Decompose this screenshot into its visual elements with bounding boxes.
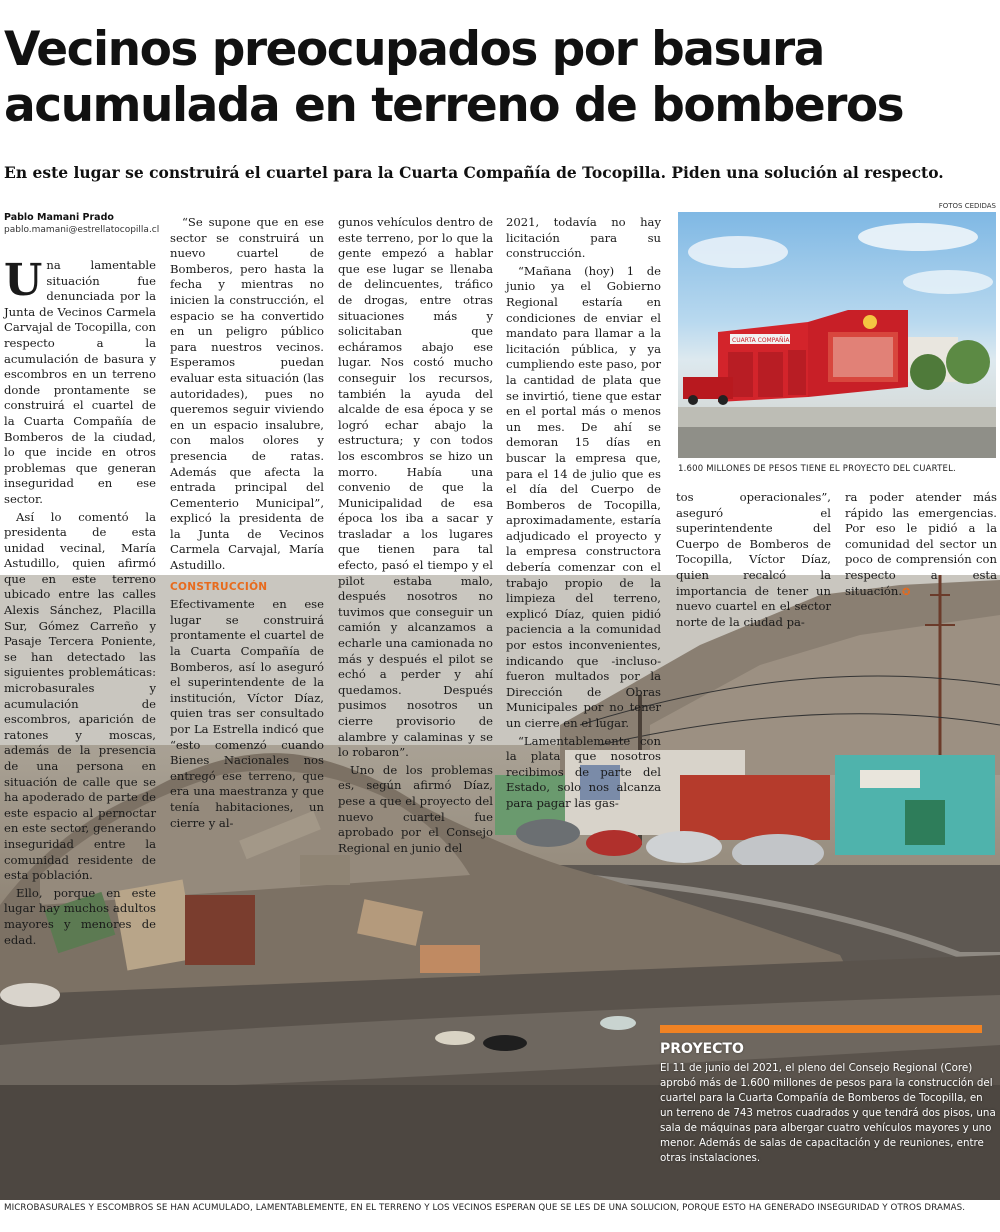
photo-caption: MICROBASURALES Y ESCOMBROS SE HAN ACUMULADO, LAMENTABLEMENTE, EN EL TERRENO Y LOS VECINOS ESPERAN QUE SE LES DÉ UNA SOLUCIÓN, PORQUE ESTO HA GENERADO INSEGURIDAD Y OTROS DRAMAS. bbox=[4, 1203, 966, 1213]
proyecto-title: PROYECTO bbox=[660, 1041, 744, 1057]
headline bbox=[4, 22, 996, 134]
author-name: Pablo Mamani Prado bbox=[4, 212, 114, 223]
paragraph: Uno de los problemas es, según afirmó Díaz, pese a que el proyecto del nuevo cuartel fue aprobado por el Consejo Regional en junio del bbox=[338, 762, 493, 855]
headline-line-1: Vecinos preocupados por basura bbox=[4, 22, 824, 77]
article-column-4 bbox=[506, 215, 661, 814]
byline bbox=[4, 211, 164, 237]
paragraph: Ello, porque en este lugar hay muchos adultos mayores y menores de edad. bbox=[4, 885, 156, 947]
paragraph: “Mañana (hoy) 1 de junio ya el Gobierno Regional estaría en condiciones de enviar el mandato para llamar a la licitación pública, y ya cumpliendo este paso, por la cantidad de plata que se invirtió, tiene que estar en el portal más o menos un mes. De ahí se demoran 15 días en buscar la empresa que, para el 14 de julio que es el día del Cuerpo de Bomberos de Tocopilla, aproximadamente, estaría adjudicado el proyecto y la empresa constructora debería comenzar con el trabajo propio de la limpieza del terreno, explicó Díaz, quien pidió paciencia a la comunidad por estos inconvenientes, indicando que -incluso- fueron multados por la Dirección de Obras Municipales por no tener un cierre en el lugar. bbox=[506, 263, 661, 730]
article-column-1 bbox=[4, 255, 156, 950]
render-caption: 1.600 MILLONES DE PESOS TIENE EL PROYECTO DEL CUARTEL. bbox=[678, 464, 956, 474]
paragraph-lead bbox=[4, 255, 156, 508]
article-column-3 bbox=[338, 215, 493, 858]
paragraph: Efectivamente en ese lugar se construirá prontamente el cuartel de la Cuarta Compañía de Bomberos, así lo aseguró el superintendente de la institución, Víctor Díaz, quien tras ser consultado por La Estrella indicó que “esto comenzó cuando Bienes Nacionales nos entregó ese terreno, que era una maestranza y que tenía habitaciones, un cierre y al- bbox=[170, 597, 324, 830]
deck: En este lugar se construirá el cuartel para la Cuarta Compañía de Tocopilla. Piden una solución al respecto. bbox=[4, 163, 944, 182]
article-column-5 bbox=[676, 490, 831, 632]
photo-credit: FOTOS CEDIDAS bbox=[938, 202, 996, 210]
drop-cap: U bbox=[4, 255, 43, 306]
section-subhead: CONSTRUCCIÓN bbox=[170, 580, 268, 593]
paragraph: gunos vehículos dentro de este terreno, por lo que la gente empezó a hablar que ese lugar se llenaba de delincuentes, tráfico de drogas, entre otras situaciones más y solicitaban que echáramos abajo ese lugar. Nos costó mucho conseguir los recursos, también la ayuda del alcalde de esa época y se logró echar abajo la estructura; y con todos los escombros se hizo un morro. Había una convenio de que la Municipalidad de esa época los iba a sacar y trasladar a los lugares que tienen para tal efecto, pasó el tiempo y el pilot estaba malo, después nosotros no tuvimos que conseguir un camión y alcanzamos a echarle una camionada no más y después el pilot se echó a perder y ahí quedamos. Después pusimos nosotros un cierre provisorio de alambre y calaminas y se lo robaron”. bbox=[338, 215, 493, 760]
proyecto-accent-bar bbox=[660, 1025, 982, 1033]
paragraph-lead-text: na lamentable situación fue denunciada por la Junta de Vecinos Carmela Carvajal de Tocopilla, con respecto a la acumulación de basura y escombros en un terreno donde prontamente se construirá el cuartel de la Cuarta Compañía de Bomberos de la ciudad, lo que incide en otros problemas que generan inseguridad en ese sector. bbox=[4, 258, 156, 506]
paragraph: “Lamentablemente con la plata que nosotros recibimos de parte del Estado, solo nos alcanza para pagar las gas- bbox=[506, 733, 661, 810]
paragraph bbox=[845, 490, 997, 600]
end-mark-icon: ✪ bbox=[902, 586, 911, 598]
headline-line-2: acumulada en terreno de bomberos bbox=[4, 78, 904, 133]
paragraph: tos operacionales”, aseguró el superintendente del Cuerpo de Bomberos de Tocopilla, Víctor Díaz, quien recalcó la importancia de tener un nuevo cuartel en el sector norte de la ciudad pa- bbox=[676, 490, 831, 629]
paragraph-text: ra poder atender más rápido las emergencias. Por eso le pidió a la comunidad del sector un poco de comprensión con respecto a esta situación. bbox=[845, 490, 997, 598]
article-column-6 bbox=[845, 490, 997, 602]
paragraph: 2021, todavía no hay licitación para su construcción. bbox=[506, 215, 661, 261]
fire-station-render-illustration bbox=[678, 212, 996, 458]
author-email[interactable]: pablo.mamani@estrellatocopilla.cl bbox=[4, 225, 160, 235]
proyecto-box bbox=[660, 1041, 996, 1166]
article-column-2 bbox=[170, 215, 324, 833]
paragraph: Así lo comentó la presidenta de esta unidad vecinal, María Astudillo, quien afirmó que en este terreno ubicado entre las calles Alexis Sánchez, Placilla Sur, Gómez Carreño y Pasaje Tercera Poniente, se han detectado las siguientes problemáticas: microbasurales y acumulación de escombros, aparición de ratones y moscas, además de la presencia de una persona en situación de calle que se ha apoderado de parte de este espacio al pernoctar en este sector, generando inseguridad entre la comunidad residente de esta población. bbox=[4, 509, 156, 883]
render-sign-text: CUARTA COMPAÑÍA bbox=[732, 337, 790, 344]
paragraph: “Se supone que en ese sector se construirá un nuevo cuartel de Bomberos, pero hasta la fecha y mientras no inicien la construcción, el espacio se ha convertido en un peligro público para nuestros vecinos. Esperamos puedan evaluar esta situación (las autoridades), pues no queremos seguir viviendo en un espacio insalubre, con malos olores y presencia de ratas. Además que afecta la entrada principal del Cementerio Municipal”, explicó la presidenta de la Junta de Vecinos Carmela Carvajal, María Astudillo. bbox=[170, 215, 324, 573]
fire-station-render bbox=[678, 212, 996, 458]
proyecto-text: El 11 de junio del 2021, el pleno del Consejo Regional (Core) aprobó más de 1.600 millones de pesos para la construcción del cuartel para la Cuarta Compañía de Bomberos de Tocopilla, en un terreno de 743 metros cuadrados y que tendrá dos pisos, una sala de máquinas para albergar cuatro vehículos mayores y uno menor. Además de salas de capacitación y de reuniones, entre otras instalaciones. bbox=[660, 1062, 996, 1164]
